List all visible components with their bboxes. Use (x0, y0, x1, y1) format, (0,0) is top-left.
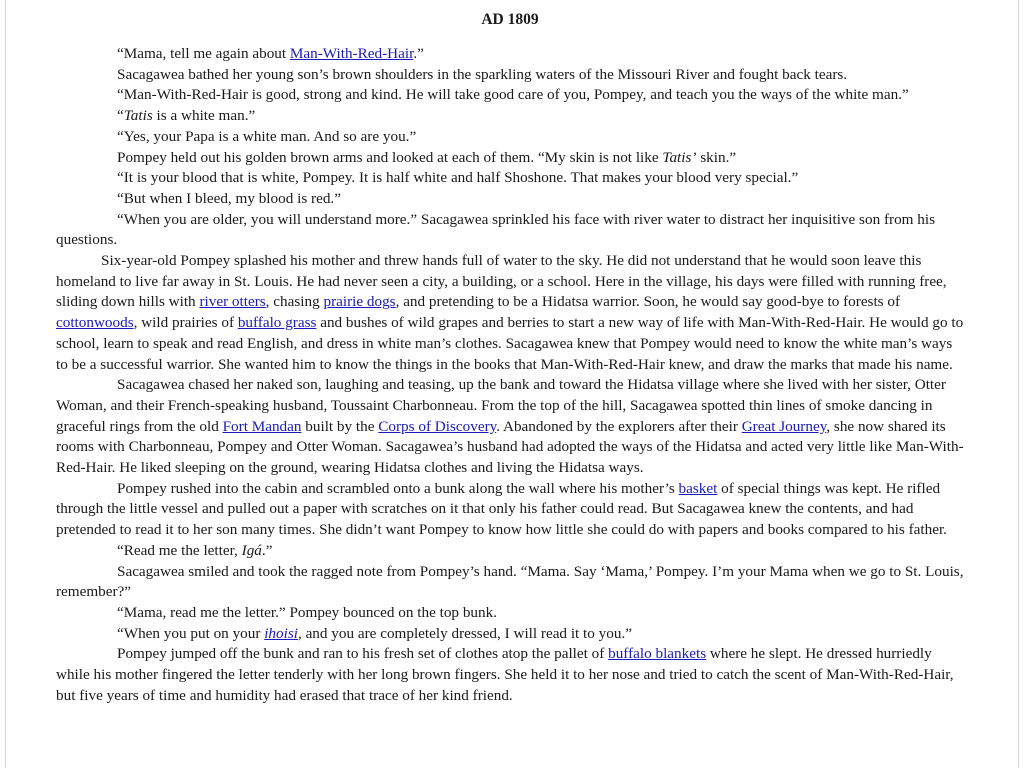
paragraph (56, 148, 964, 169)
paragraph (56, 644, 964, 706)
link-prairie-dogs[interactable]: prairie dogs (323, 293, 396, 311)
link-basket[interactable]: basket (678, 479, 718, 497)
document-title: AD 1809 (481, 11, 539, 28)
paragraph (56, 251, 964, 375)
text-run: “Man-With-Red-Hair is good, strong and kind. He will take good care of you, Pompey, and teach you the ways of the white man.” (117, 86, 909, 104)
emphasis-text: Igá (241, 541, 262, 559)
paragraph (56, 106, 964, 127)
text-run: Sacagawea bathed her young son’s brown shoulders in the sparkling waters of the Missouri River and fought back tears. (117, 65, 848, 83)
paragraph (56, 479, 964, 541)
text-run: “When you put on your (117, 624, 265, 642)
text-run: “Yes, your Papa is a white man. And so are you.” (117, 127, 417, 145)
text-run: , and you are completely dressed, I will read it to you.” (297, 624, 632, 642)
link-buffalo-grass[interactable]: buffalo grass (237, 314, 317, 332)
link-cottonwoods[interactable]: cottonwoods (56, 314, 134, 332)
link-corps-of-discovery[interactable]: Corps of Discovery (378, 417, 497, 435)
paragraph (56, 624, 964, 645)
link-buffalo-blankets[interactable]: buffalo blankets (608, 645, 707, 663)
text-run: “Mama, read me the letter.” Pompey bounced on the top bunk. (117, 603, 497, 621)
text-run: .” (413, 45, 424, 62)
link-man-with-red-hair[interactable]: Man-With-Red-Hair (289, 45, 414, 62)
link-great-journey[interactable]: Great Journey (741, 417, 827, 435)
paragraph (56, 603, 964, 624)
paragraph (56, 85, 964, 106)
text-run: of special things was kept. He rifled through the little vessel and pulled out a paper with scratches on it that only his father could read. But Sacagawea knew the contents, and had pretended to read it to her son many times. She didn’t want Pompey to know how little she could do with papers and books compared to his father. (56, 479, 947, 539)
paragraph (56, 65, 964, 86)
text-run: , she now shared its rooms with Charbonneau, Pompey and Otter Woman. Sacagawea’s husband had adopted the ways of the Hidatsa and acted very little like Man-With-Red-Hair. He liked sleeping on the ground, wearing Hidatsa clothes and living the Hidatsa ways. (56, 417, 964, 477)
text-run: “But when I bleed, my blood is red.” (117, 189, 341, 207)
paragraph (56, 127, 964, 148)
link-fort-mandan[interactable]: Fort Mandan (222, 417, 302, 435)
text-run: built by the (301, 417, 379, 435)
text-run: “Read me the letter, (117, 541, 242, 559)
link-ihoisi[interactable]: ihoisi (264, 624, 298, 642)
text-run: Pompey rushed into the cabin and scrambled onto a bunk along the wall where his mother’s (117, 479, 679, 497)
page-right-border (1018, 0, 1019, 768)
text-run: .” (261, 541, 273, 559)
paragraph (56, 168, 964, 189)
document-body (56, 8, 964, 707)
text-run: , chasing (265, 293, 324, 311)
emphasis-text: Tatis’ (662, 148, 697, 166)
paragraph (56, 541, 964, 562)
text-run: Six-year-old Pompey splashed his mother and threw hands full of water to the sky. He did not understand that he would soon leave this homeland to live far away in St. Louis. He had never seen a city, a building, or a school. Here in the village, his days were filled with running free, sliding down hills with (56, 252, 947, 311)
story-text (56, 44, 964, 707)
text-run: Pompey jumped off the bunk and ran to his fresh set of clothes atop the pallet of (117, 645, 609, 663)
text-run: Sacagawea chased her naked son, laughing and teasing, up the bank and toward the Hidatsa village where she lived with her sister, Otter Woman, and their French-speaking husband, Toussaint Charbonneau. From the top of the hill, Sacagawea spotted thin lines of smoke dancing in graceful rings from the old (56, 376, 946, 435)
text-run: “ (117, 107, 124, 125)
text-run: , and pretending to be a Hidatsa warrior. Soon, he would say good-bye to forests of (395, 293, 901, 311)
text-run: “It is your blood that is white, Pompey. It is half white and half Shoshone. That makes your blood very special.” (117, 169, 799, 187)
text-run: where he slept. He dressed hurriedly while his mother fingered the letter tenderly with her long brown fingers. She held it to her nose and tried to catch the scent of Man-With-Red-Hair, but five years of time and humidity had erased that trace of her kind friend. (56, 645, 954, 704)
text-run: , wild prairies of (133, 314, 238, 332)
paragraph (56, 375, 964, 479)
link-river-otters[interactable]: river otters (199, 293, 266, 311)
paragraph (56, 44, 964, 65)
text-run: “Mama, tell me again about (117, 45, 290, 62)
text-run: is a white man.” (152, 107, 256, 125)
paragraph (56, 210, 964, 251)
text-run: “When you are older, you will understand more.” Sacagawea sprinkled his face with river water to distract her inquisitive son from his questions. (56, 210, 935, 249)
paragraph (56, 189, 964, 210)
text-run: Pompey held out his golden brown arms and looked at each of them. “My skin is not like (117, 148, 663, 166)
text-run: and bushes of wild grapes and berries to start a new way of life with Man-With-Red-Hair. He would go to school, learn to speak and read English, and dress in white man’s clothes. Sacagawea knew that Pompey would need to know the white man’s ways to be a successful warrior. She wanted him to know the things in the books that Man-With-Red-Hair knew, and draw the marks that made his name. (56, 314, 964, 373)
emphasis-text: Tatis (123, 107, 153, 125)
text-run: . Abandoned by the explorers after their (496, 417, 742, 435)
page-left-border (5, 0, 6, 768)
text-run: Sacagawea smiled and took the ragged note from Pompey’s hand. “Mama. Say ‘Mama,’ Pompey. I’m your Mama when we go to St. Louis, remember?” (56, 562, 964, 601)
text-run: skin.” (696, 148, 737, 166)
paragraph (56, 562, 964, 603)
